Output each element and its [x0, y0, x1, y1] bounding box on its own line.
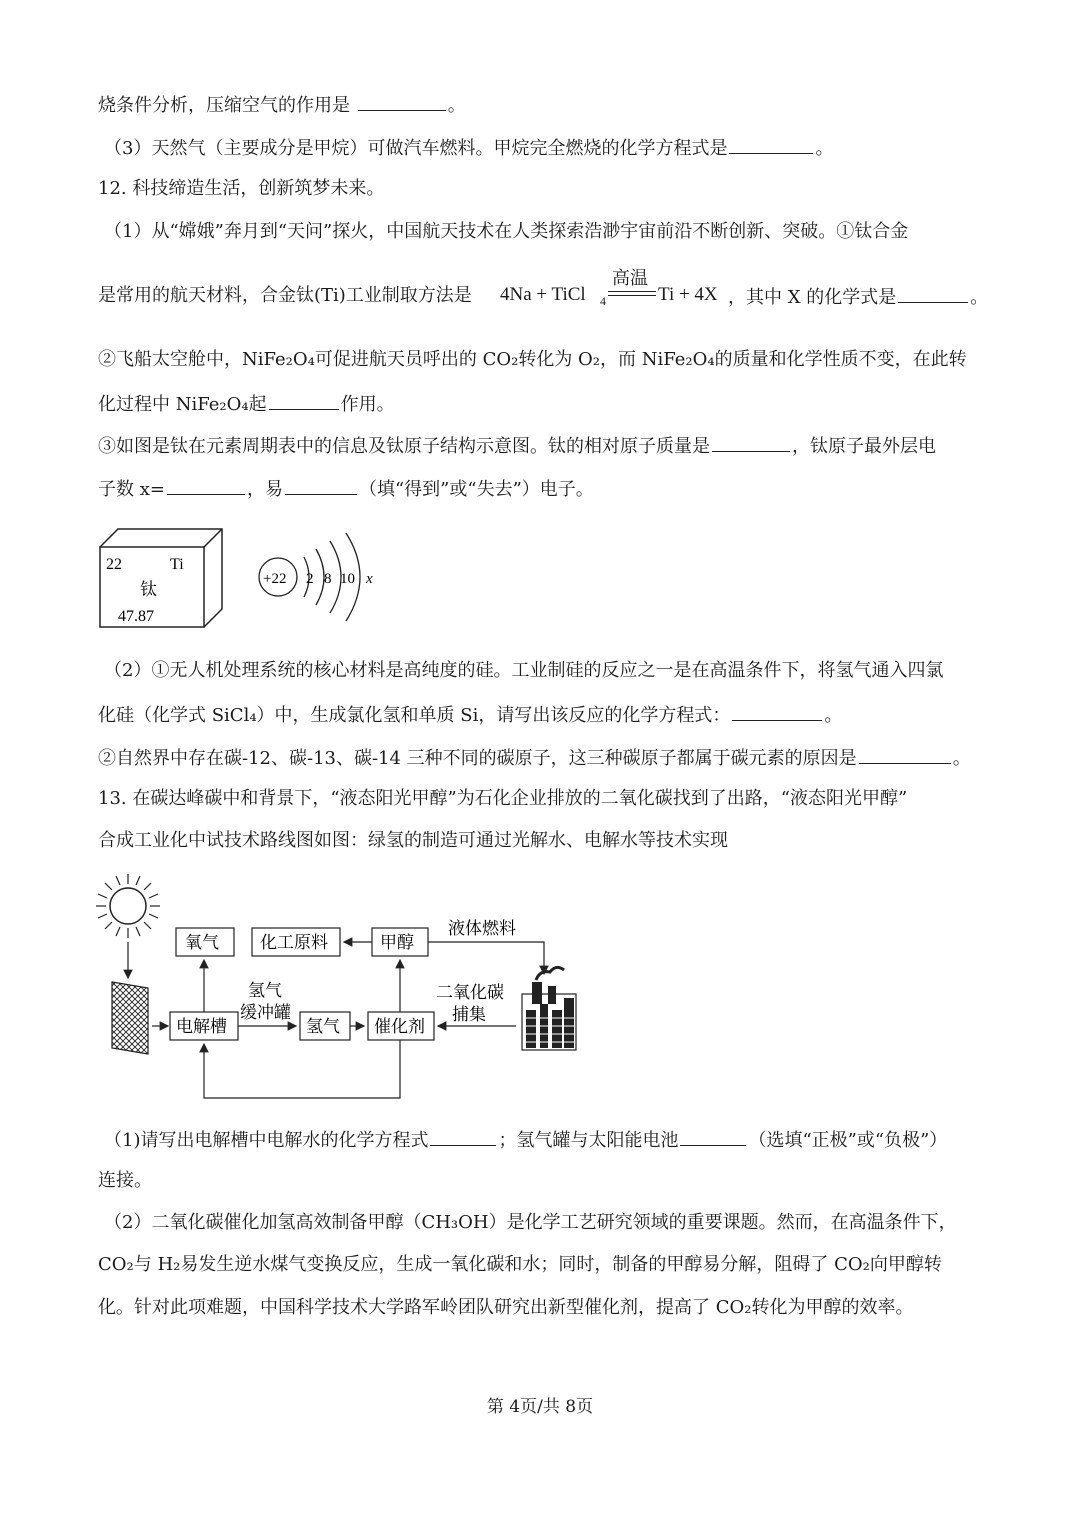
answer-blank[interactable]	[898, 284, 968, 303]
label-co2-capture: 捕集	[452, 1005, 486, 1025]
line-text: （2）二氧化碳催化加氢高效制备甲醇（CH₃OH）是化学工艺研究领域的重要课题。然而，在高温条件下，	[104, 1212, 957, 1233]
methanol-flow-diagram	[96, 870, 596, 1106]
text-line	[98, 348, 967, 372]
question-heading	[98, 177, 384, 201]
titanium-figure	[96, 525, 396, 635]
text-line	[104, 659, 943, 683]
answer-blank[interactable]	[859, 745, 951, 764]
text-line	[728, 284, 988, 310]
answer-blank[interactable]	[358, 92, 446, 111]
line-text: ；氢气罐与太阳能电池	[498, 1130, 679, 1151]
text-line	[104, 220, 908, 244]
text-line	[98, 476, 594, 502]
answer-blank[interactable]	[712, 433, 790, 452]
line-text: ③如图是钛在元素周期表中的信息及钛原子结构示意图。钛的相对原子质量是	[98, 436, 710, 457]
box-hydrogen	[300, 1012, 350, 1040]
line-text: ②自然界中存在碳-12、碳-13、碳-14 三种不同的碳原子，这三种碳原子都属于碳元素的原因是	[98, 748, 857, 769]
equation-subscript: 4	[600, 294, 606, 308]
line-text: （2）①无人机处理系统的核心材料是高纯度的硅。工业制硅的反应之一是在高温条件下，将氢气通入四氯	[104, 660, 944, 681]
text-line	[98, 433, 936, 459]
shell-electrons: x	[366, 571, 373, 587]
line-text: 连接。	[98, 1170, 152, 1191]
text-line	[98, 745, 971, 771]
text-line	[104, 1127, 947, 1153]
line-text: 。	[447, 95, 466, 116]
question-heading	[98, 787, 907, 811]
nucleus-charge: +22	[263, 571, 287, 587]
line-text: 化过程中 NiFe₂O₄起	[98, 394, 267, 415]
box-label: 电解槽	[176, 1017, 227, 1037]
line-text: 。	[815, 138, 834, 159]
line-text: （1）从“嫦娥”奔月到“天问”探火，中国航天技术在人类探索浩渺宇宙前沿不断创新、突破。①钛合金	[104, 221, 909, 242]
box-methanol	[372, 928, 428, 956]
box-label: 氢气	[306, 1017, 340, 1037]
element-name: 钛	[140, 580, 157, 600]
box-label: 化工原料	[260, 933, 328, 953]
line-text: 。	[970, 287, 989, 308]
shell-electrons: 2	[306, 571, 314, 587]
text-line	[98, 92, 466, 118]
electron-shell-arc	[316, 549, 324, 605]
equation-condition: 高温	[612, 268, 648, 289]
element-symbol: Ti	[170, 556, 184, 573]
answer-blank[interactable]	[167, 476, 245, 495]
box-electrolyzer	[170, 1012, 238, 1040]
text-line	[98, 1169, 152, 1193]
line-text: 13. 在碳达峰碳中和背景下，“液态阳光甲醇”为石化企业排放的二氧化碳找到了出路，“液态阳光甲醇”	[98, 788, 908, 809]
element-card	[100, 529, 222, 627]
page-footer: 第 4页/共 8页	[486, 1397, 594, 1417]
line-text: 化。针对此项难题，中国科学技术大学路军岭团队研究出新型催化剂，提高了 CO₂转化为甲醇的效率。	[98, 1297, 914, 1318]
text-line	[104, 1211, 957, 1235]
box-label: 甲醇	[380, 933, 414, 953]
text-line	[98, 284, 472, 308]
equation-double-line	[608, 291, 656, 296]
line-text: ，钛原子最外层电	[792, 436, 936, 457]
text-line	[98, 391, 395, 417]
element-mass: 47.87	[118, 608, 154, 625]
box-chem-raw	[252, 928, 340, 956]
line-text: 12. 科技缔造生活，创新筑梦未来。	[98, 178, 385, 199]
text-line	[104, 135, 833, 161]
shell-electrons: 10	[340, 571, 355, 587]
equation-rhs: Ti + 4X	[658, 284, 718, 305]
answer-blank[interactable]	[729, 135, 813, 154]
text-line	[98, 1253, 942, 1277]
line-text: 烧条件分析，压缩空气的作用是	[98, 95, 356, 116]
answer-blank[interactable]	[269, 391, 339, 410]
answer-blank[interactable]	[732, 702, 822, 721]
answer-blank[interactable]	[680, 1127, 746, 1146]
chemical-equation	[500, 264, 726, 312]
label-buffer: 氢气	[248, 981, 282, 1001]
text-line	[98, 1296, 913, 1320]
line-text: 子数 x=	[98, 479, 165, 500]
box-catalyst	[368, 1012, 434, 1040]
line-text: 作用。	[340, 394, 395, 415]
line-text: 化硅（化学式 SiCl₄）中，生成氯化氢和单质 Si，请写出该反应的化学方程式：	[98, 705, 731, 726]
line-text: ，易	[246, 479, 283, 500]
line-text: 合成工业化中试技术路线图如图：绿氢的制造可通过光解水、电解水等技术实现	[98, 830, 728, 851]
equation-lhs: 4Na + TiCl	[500, 284, 586, 305]
shell-electrons: 8	[324, 571, 332, 587]
element-number: 22	[106, 556, 122, 573]
answer-blank[interactable]	[430, 1127, 496, 1146]
atom-structure-diagram	[259, 533, 373, 621]
line-text: CO₂与 H₂易发生逆水煤气变换反应，生成一氧化碳和水；同时，制备的甲醇易分解，阻碍了 CO₂向甲醇转	[98, 1254, 942, 1275]
line-text: ②飞船太空舱中，NiFe₂O₄可促进航天员呼出的 CO₂转化为 O₂，而 NiFe₂O₄的质量和化学性质不变，在此转	[98, 349, 967, 370]
answer-blank[interactable]	[285, 476, 357, 495]
label-co2-capture: 二氧化碳	[436, 983, 504, 1003]
line-text: 。	[952, 748, 971, 769]
label-buffer: 缓冲罐	[240, 1003, 291, 1023]
box-label: 催化剂	[374, 1017, 425, 1037]
line-text: 是常用的航天材料，合金钛(Ti)工业制取方法是	[98, 285, 472, 306]
line-text: ，其中 X 的化学式是	[728, 287, 897, 308]
factory-icon	[522, 967, 576, 1050]
label-liquid-fuel: 液体燃料	[448, 919, 516, 939]
sun-icon	[96, 874, 160, 938]
box-oxygen	[176, 928, 234, 956]
line-text: （填“得到”或“失去”）电子。	[358, 479, 594, 500]
line-text: （3）天然气（主要成分是甲烷）可做汽车燃料。甲烷完全燃烧的化学方程式是	[104, 138, 728, 159]
line-text: （选填“正极”或“负极”）	[748, 1130, 948, 1151]
line-text: 。	[824, 705, 843, 726]
text-line	[98, 829, 728, 853]
text-line	[98, 702, 842, 728]
box-label: 氧气	[185, 933, 219, 953]
line-text: （1)请写出电解槽中电解水的化学方程式	[104, 1130, 429, 1151]
solar-panel-icon	[112, 982, 148, 1054]
